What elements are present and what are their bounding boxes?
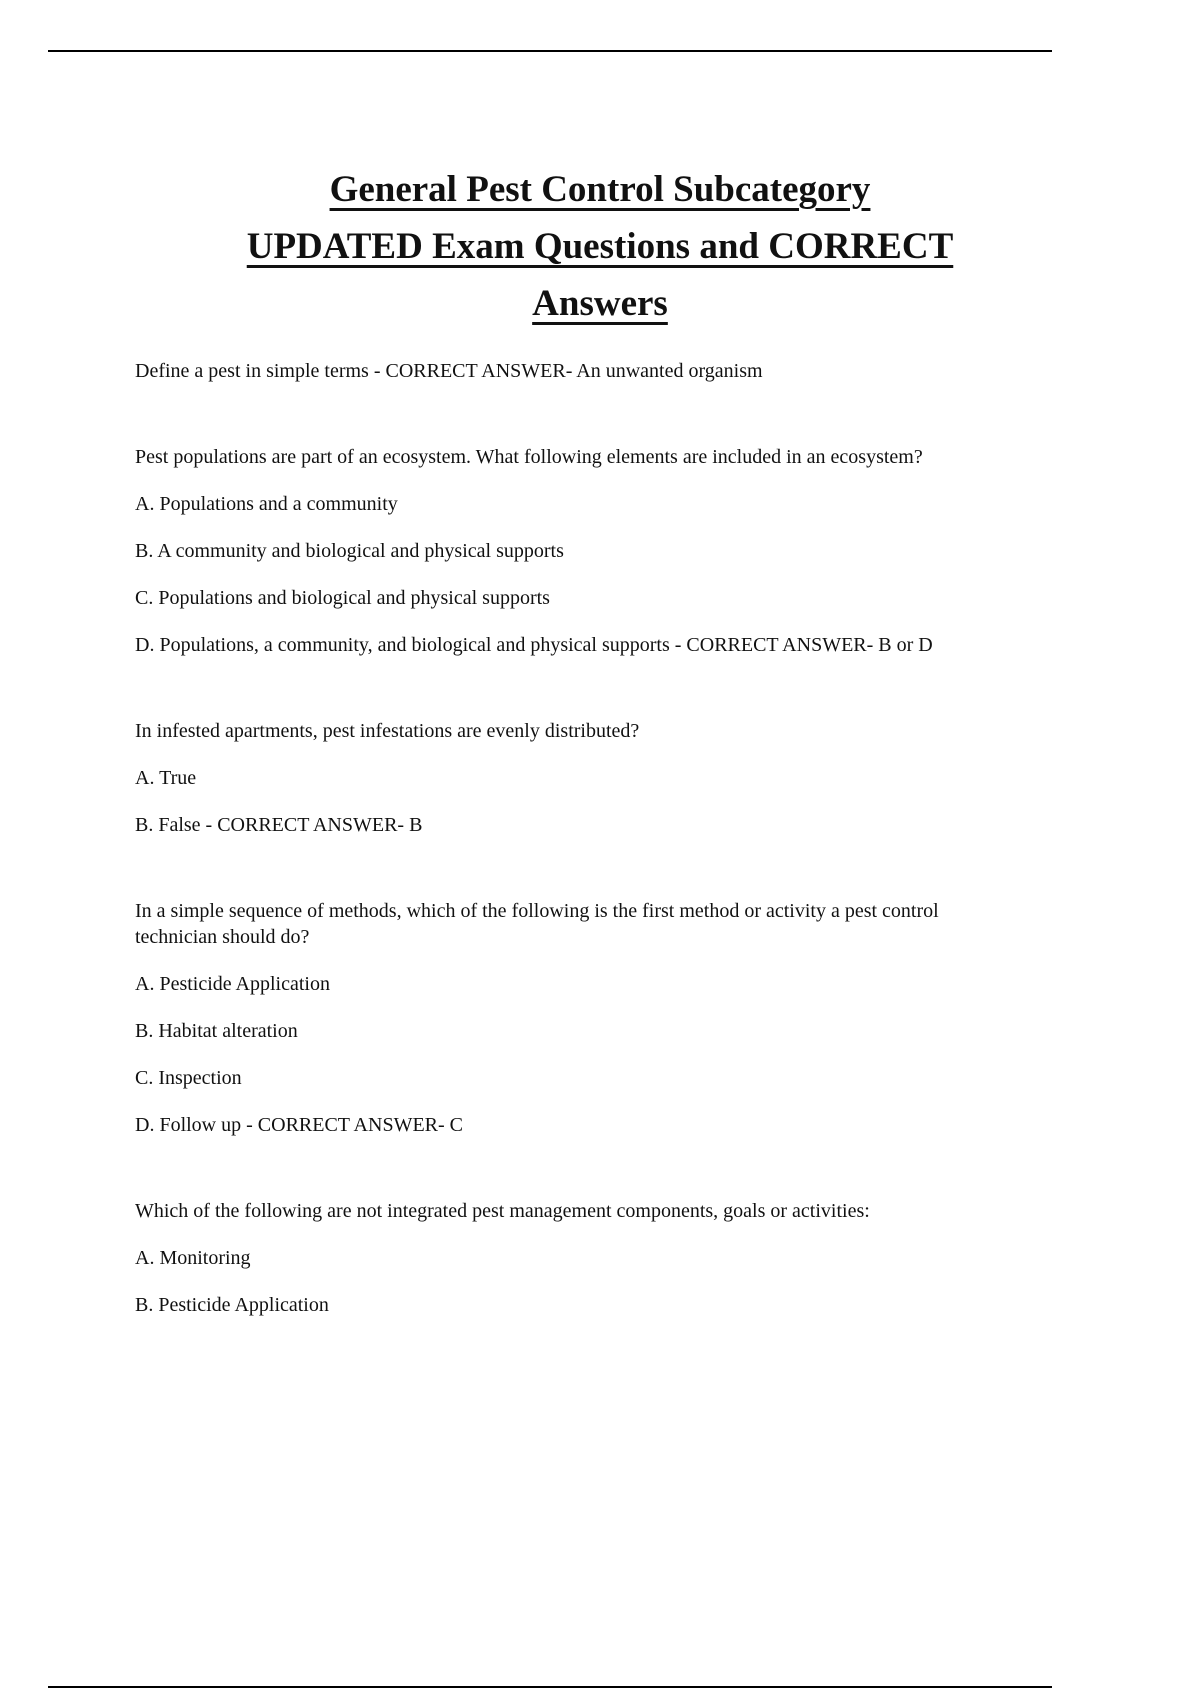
document-body bbox=[135, 358, 1015, 1318]
answer-option: C. Inspection bbox=[135, 1067, 242, 1089]
question-text: In infested apartments, pest infestations are evenly distributed? bbox=[135, 720, 640, 742]
answer-option: A. Pesticide Application bbox=[135, 973, 330, 995]
answer-option: B. A community and biological and physical supports bbox=[135, 540, 564, 562]
bottom-rule bbox=[48, 1686, 1052, 1688]
answer-option: B. Habitat alteration bbox=[135, 1020, 298, 1042]
page-title-line-3 bbox=[100, 275, 1100, 332]
answer-option: C. Populations and biological and physical supports bbox=[135, 587, 550, 609]
page-title-line-2 bbox=[100, 218, 1100, 275]
question-answer-text: Define a pest in simple terms - CORRECT ANSWER- An unwanted organism bbox=[135, 360, 763, 382]
answer-option: A. True bbox=[135, 767, 197, 789]
answer-option: D. Follow up - CORRECT ANSWER- C bbox=[135, 1114, 463, 1136]
page-title-text-1: General Pest Control Subcategory bbox=[329, 168, 871, 210]
answer-option: B. Pesticide Application bbox=[135, 1294, 329, 1316]
top-rule bbox=[48, 50, 1052, 52]
answer-option: B. False - CORRECT ANSWER- B bbox=[135, 814, 423, 836]
question-text: Pest populations are part of an ecosystem. What following elements are included in an ecosystem? bbox=[135, 446, 923, 468]
page-title-text-2: UPDATED Exam Questions and CORRECT bbox=[246, 225, 954, 267]
question-text: Which of the following are not integrated pest management components, goals or activities: bbox=[135, 1200, 870, 1222]
question-text: In a simple sequence of methods, which of the following is the first method or activity a pest control technician should do? bbox=[135, 900, 939, 948]
page-title-text-3: Answers bbox=[532, 282, 668, 324]
answer-option: A. Monitoring bbox=[135, 1247, 251, 1269]
page-title bbox=[100, 161, 1100, 332]
page-title-line-1 bbox=[100, 161, 1100, 218]
answer-option: D. Populations, a community, and biological and physical supports - CORRECT ANSWER- B or D bbox=[135, 634, 933, 656]
answer-option: A. Populations and a community bbox=[135, 493, 398, 515]
